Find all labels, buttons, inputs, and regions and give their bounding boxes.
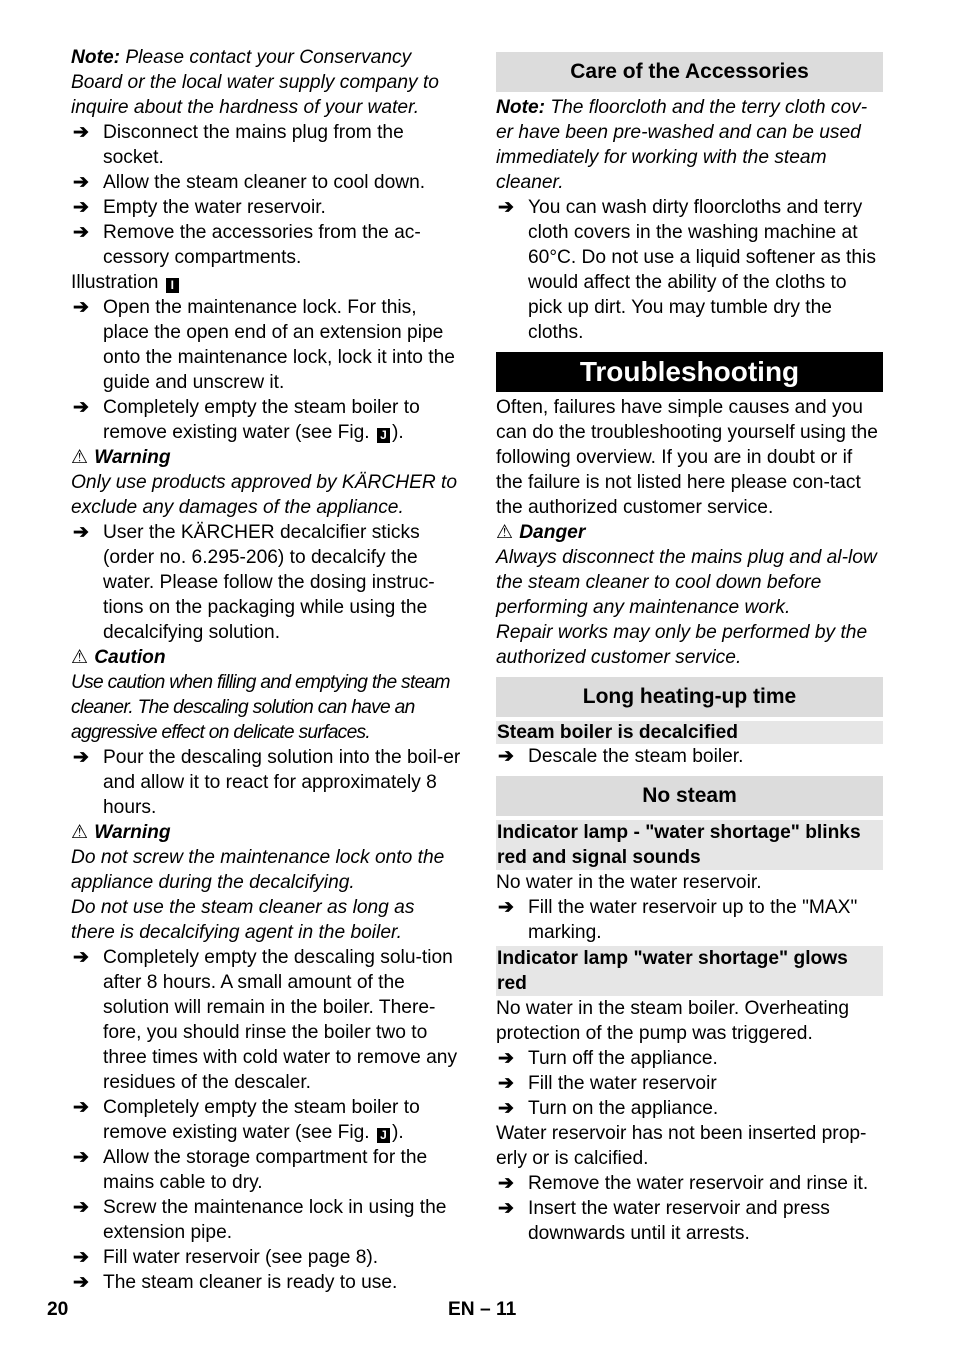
- arrow-right-icon: ➔: [73, 1147, 90, 1168]
- figure-ref-icon: I: [166, 278, 179, 293]
- warning-label: Warning: [94, 822, 171, 843]
- arrow-right-icon: ➔: [73, 1097, 90, 1118]
- arrow-right-icon: ➔: [73, 947, 90, 968]
- list-item: [496, 1046, 883, 1071]
- list-item: [71, 220, 461, 270]
- cause-text: No water in the water reservoir.: [496, 872, 762, 893]
- list-item-text-end: ).: [391, 1122, 404, 1143]
- list-item-text: Disconnect the mains plug from the socket.: [103, 122, 404, 168]
- list-item-text: Descale the steam boiler.: [528, 746, 744, 767]
- list-item: [71, 945, 461, 1095]
- warning-text: Do not screw the maintenance lock onto the appliance during the decalcifying.: [71, 847, 445, 893]
- arrow-right-icon: ➔: [73, 522, 90, 543]
- list-item-text: Allow the storage compartment for the mains cable to dry.: [103, 1147, 428, 1193]
- arrow-right-icon: ➔: [498, 746, 515, 767]
- warning-triangle-icon: ⚠: [71, 647, 89, 668]
- step-list-5: [71, 945, 461, 1095]
- list-item: [71, 745, 461, 820]
- arrow-right-icon: ➔: [498, 1048, 515, 1069]
- list-item: [71, 295, 461, 395]
- list-item-text: Open the maintenance lock. For this, place the open end of an extension pipe onto the maintenance lock, lock it into the guide and unscrew it.: [103, 297, 455, 393]
- arrow-right-icon: ➔: [498, 1198, 515, 1219]
- list-item: [496, 195, 883, 345]
- list-item: [71, 195, 461, 220]
- list-item: [496, 1171, 883, 1196]
- section-title-heating: Long heating-up time: [496, 677, 883, 717]
- list-item-text: User the KÄRCHER decalcifier sticks (order no. 6.295-206) to decalcify the water. Please follow the dosing instruc-tions on the packaging while using the decalcifying solution.: [103, 522, 435, 643]
- danger-text: Repair works may only be performed by the authorized customer service.: [496, 622, 868, 668]
- list-item: [496, 895, 883, 945]
- list-item-text: Remove the water reservoir and rinse it.: [528, 1173, 869, 1194]
- list-item-text-end: ).: [391, 422, 404, 443]
- arrow-right-icon: ➔: [498, 1098, 515, 1119]
- step-list-2: [71, 295, 461, 395]
- danger-heading: [496, 520, 883, 545]
- note-paragraph: [71, 45, 461, 120]
- list-item: [71, 120, 461, 170]
- figure-ref-icon: J: [377, 1128, 390, 1143]
- arrow-right-icon: ➔: [73, 122, 90, 143]
- right-column: [496, 52, 883, 1246]
- care-note: [496, 95, 883, 195]
- list-item: [496, 744, 883, 769]
- page-label: EN – 11: [448, 1299, 517, 1320]
- list-item: [71, 1145, 461, 1195]
- step-list-3: [71, 520, 461, 645]
- list-item-text: You can wash dirty floorcloths and terry cloth covers in the washing machine at 60°C. Do not use a liquid softener as this would affect the ability of the cloths to pick up dirt. You may tumble dry the cloths.: [528, 197, 876, 343]
- arrow-right-icon: ➔: [73, 1272, 90, 1293]
- list-item: [71, 1095, 461, 1145]
- note-text: The floorcloth and the terry cloth cov-er have been pre-washed and can be used immediately for working with the steam cleaner.: [496, 97, 868, 193]
- warning-label: Warning: [94, 447, 171, 468]
- list-item-text: Fill water reservoir (see page 8).: [103, 1247, 379, 1268]
- list-item: [71, 1195, 461, 1245]
- arrow-right-icon: ➔: [498, 197, 515, 218]
- warning-text: Do not use the steam cleaner as long as there is decalcifying agent in the boiler.: [71, 897, 415, 943]
- cause-text: No water in the steam boiler. Overheating protection of the pump was triggered.: [496, 998, 850, 1044]
- list-item-text: Remove the accessories from the ac-cessory compartments.: [103, 222, 421, 268]
- list-item: [71, 170, 461, 195]
- arrow-right-icon: ➔: [498, 897, 515, 918]
- arrow-right-icon: ➔: [73, 172, 90, 193]
- arrow-right-icon: ➔: [498, 1073, 515, 1094]
- caution-heading: [71, 645, 461, 670]
- arrow-right-icon: ➔: [73, 222, 90, 243]
- warning-text: Only use products approved by KÄRCHER to exclude any damages of the appliance.: [71, 472, 458, 518]
- cause-text: Water reservoir has not been inserted prop-erly or is calcified.: [496, 1123, 867, 1169]
- danger-label: Danger: [519, 522, 586, 543]
- list-item-text: The steam cleaner is ready to use.: [103, 1272, 398, 1293]
- care-step-list: [496, 195, 883, 345]
- troubleshooting-intro: Often, failures have simple causes and you can do the troubleshooting yourself using the following overview. If you are in doubt or if the failure is not listed here please con-tact the authorized customer service.: [496, 397, 878, 518]
- left-column: [71, 45, 461, 1295]
- arrow-right-icon: ➔: [73, 297, 90, 318]
- list-item: [71, 520, 461, 645]
- list-item: [496, 1096, 883, 1121]
- list-item-text: Completely empty the descaling solu-tion after 8 hours. A small amount of the solution will remain in the boiler. There-fore, you should rinse the boiler two to three times with cold water to remove any residues of the descaler.: [103, 947, 458, 1093]
- list-item-text: Turn on the appliance.: [528, 1098, 719, 1119]
- list-item-text: Insert the water reservoir and press downwards until it arrests.: [528, 1198, 830, 1244]
- note-text: Please contact your Conservancy Board or the local water supply company to inquire about the hardness of your water.: [71, 47, 439, 118]
- caution-text: Use caution when filling and emptying the steam cleaner. The descaling solution can have an aggressive effect on delicate surfaces.: [71, 672, 450, 743]
- step-list-6: [71, 1145, 461, 1295]
- step-list-1: [71, 120, 461, 270]
- arrow-right-icon: ➔: [73, 1197, 90, 1218]
- caution-label: Caution: [94, 647, 166, 668]
- warning-triangle-icon: ⚠: [71, 822, 89, 843]
- arrow-right-icon: ➔: [73, 397, 90, 418]
- reservoir-step-list: [496, 1171, 883, 1246]
- danger-text: Always disconnect the mains plug and al-low the steam cleaner to cool down before performing any maintenance work.: [496, 547, 877, 618]
- arrow-right-icon: ➔: [73, 197, 90, 218]
- list-item-text: Allow the steam cleaner to cool down.: [103, 172, 426, 193]
- warning-heading: [71, 445, 461, 470]
- arrow-right-icon: ➔: [73, 747, 90, 768]
- subsection-title: Steam boiler is decalcified: [496, 721, 883, 744]
- warning-triangle-icon: ⚠: [71, 447, 89, 468]
- illustration-label: Illustration: [71, 272, 159, 293]
- arrow-right-icon: ➔: [498, 1173, 515, 1194]
- warning-triangle-icon: ⚠: [496, 522, 514, 543]
- list-item: [71, 1245, 461, 1270]
- subsection-title: Indicator lamp - "water shortage" blinks red and signal sounds: [496, 820, 883, 870]
- blink-step-list: [496, 895, 883, 945]
- list-item: [496, 1071, 883, 1096]
- list-item: [71, 1270, 461, 1295]
- list-item-text: Pour the descaling solution into the boil-er and allow it to react for approximately 8 hours.: [103, 747, 461, 818]
- list-item: [71, 395, 461, 445]
- chapter-title-troubleshooting: Troubleshooting: [496, 352, 883, 392]
- glow-step-list: [496, 1046, 883, 1121]
- page-number: 20: [47, 1299, 69, 1320]
- subsection-title: Indicator lamp "water shortage" glows red: [496, 946, 883, 996]
- heating-step-list: [496, 744, 883, 769]
- list-item-text: Fill the water reservoir: [528, 1073, 717, 1094]
- list-item: [496, 1196, 883, 1246]
- section-title-no-steam: No steam: [496, 776, 883, 816]
- list-item-text: Fill the water reservoir up to the "MAX" marking.: [528, 897, 858, 943]
- arrow-right-icon: ➔: [73, 1247, 90, 1268]
- list-item-text: Turn off the appliance.: [528, 1048, 718, 1069]
- list-item-text: Empty the water reservoir.: [103, 197, 326, 218]
- note-label: Note:: [71, 47, 121, 68]
- illustration-line: [71, 270, 461, 295]
- note-label: Note:: [496, 97, 546, 118]
- list-item-text: Completely empty the steam boiler to remove existing water (see Fig.: [103, 1097, 420, 1143]
- warning-heading: [71, 820, 461, 845]
- figure-ref-icon: J: [377, 428, 390, 443]
- list-item-text: Completely empty the steam boiler to remove existing water (see Fig.: [103, 397, 420, 443]
- step-list-4: [71, 745, 461, 820]
- section-title-care: Care of the Accessories: [496, 52, 883, 92]
- list-item-text: Screw the maintenance lock in using the extension pipe.: [103, 1197, 447, 1243]
